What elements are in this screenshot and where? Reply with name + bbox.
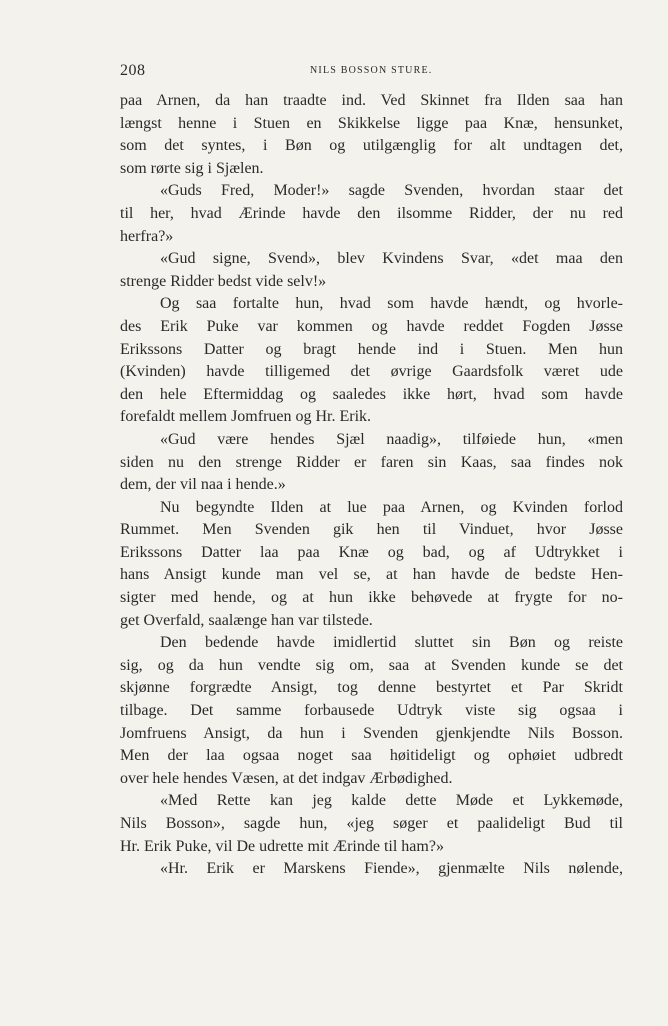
text-line: Jomfruens Ansigt, da hun i Svenden gjenkjendte Nils Bosson. [120, 724, 623, 742]
text-line: Den bedende havde imidlertid sluttet sin Bøn og reiste [160, 634, 623, 652]
text-line: længst henne i Stuen en Skikkelse ligge paa Knæ, hensunket, [120, 114, 623, 132]
text-line: Rummet. Men Svenden gik hen til Vinduet, hvor Jøsse [120, 521, 623, 539]
text-line: sig, og da hun vendte sig om, saa at Svenden kunde se det [120, 656, 623, 674]
text-line: sigter med hende, og at hun ikke behøvede at frygte for no- [120, 589, 623, 607]
text-line: til her, hvad Ærinde havde den ilsomme Ridder, der nu red [120, 204, 623, 222]
text-line: som rørte sig i Sjælen. [120, 159, 264, 177]
text-line: Erikssons Datter laa paa Knæ og bad, og af Udtrykket i [120, 543, 623, 561]
text-line: strenge Ridder bedst vide selv!» [120, 272, 327, 290]
text-line: skjønne forgrædte Ansigt, tog denne bestyrtet et Par Skridt [120, 679, 623, 697]
text-line: «Gud være hendes Sjæl naadig», tilføiede hun, «men [160, 430, 623, 448]
text-line: Erikssons Datter og bragt hende ind i Stuen. Men hun [120, 340, 623, 358]
text-line: Og saa fortalte hun, hvad som havde hændt, og hvorle- [160, 295, 623, 313]
text-line: Nils Bosson», sagde hun, «jeg søger et paalideligt Bud til [120, 815, 623, 832]
text-line: «Guds Fred, Moder!» sagde Svenden, hvordan staar det [160, 182, 623, 200]
text-line: Hr. Erik Puke, vil De udrette mit Ærinde til ham?» [120, 837, 444, 855]
text-line: forefaldt mellem Jomfruen og Hr. Erik. [120, 408, 372, 426]
text-line: som det syntes, i Bøn og utilgænglig for alt undtagen det, [120, 137, 623, 155]
text-line: «Hr. Erik er Marskens Fiende», gjenmælte Nils nølende, [160, 860, 623, 878]
text-line: (Kvinden) havde tilligemed det øvrige Gaardsfolk været ude [120, 363, 623, 381]
text-line: den hele Eftermiddag og saaledes ikke hørt, hvad som havde [120, 385, 623, 403]
text-line: over hele hendes Væsen, at det indgav Ærbødighed. [120, 769, 453, 787]
text-line: dem, der vil naa i hende.» [120, 476, 286, 494]
text-line: hans Ansigt kunde man vel se, at han havde de bedste Hen- [120, 566, 623, 584]
text-line: siden nu den strenge Ridder er faren sin Kaas, saa findes nok [120, 453, 623, 471]
text-line: «Gud signe, Svend», blev Kvindens Svar, «det maa den [160, 250, 623, 268]
text-line: tilbage. Det samme forbausede Udtryk viste sig ogsaa i [120, 702, 623, 720]
running-head: NILS BOSSON STURE. [310, 65, 433, 76]
text-line: paa Arnen, da han traadte ind. Ved Skinnet fra Ilden saa han [120, 92, 623, 109]
text-line: get Overfald, saalænge han var tilstede. [120, 611, 373, 629]
text-line: herfra?» [120, 227, 174, 245]
text-line: Nu begyndte Ilden at lue paa Arnen, og Kvinden forlod [160, 498, 623, 516]
page-number: 208 [120, 62, 146, 79]
text-line: «Med Rette kan jeg kalde dette Møde et Lykkemøde, [160, 792, 623, 810]
page-header [120, 62, 620, 82]
text-line: Men der laa ogsaa noget saa høitideligt og ophøiet udbredt [120, 747, 623, 765]
body-text [120, 90, 623, 881]
text-line: des Erik Puke var kommen og havde reddet Fogden Jøsse [120, 317, 623, 335]
